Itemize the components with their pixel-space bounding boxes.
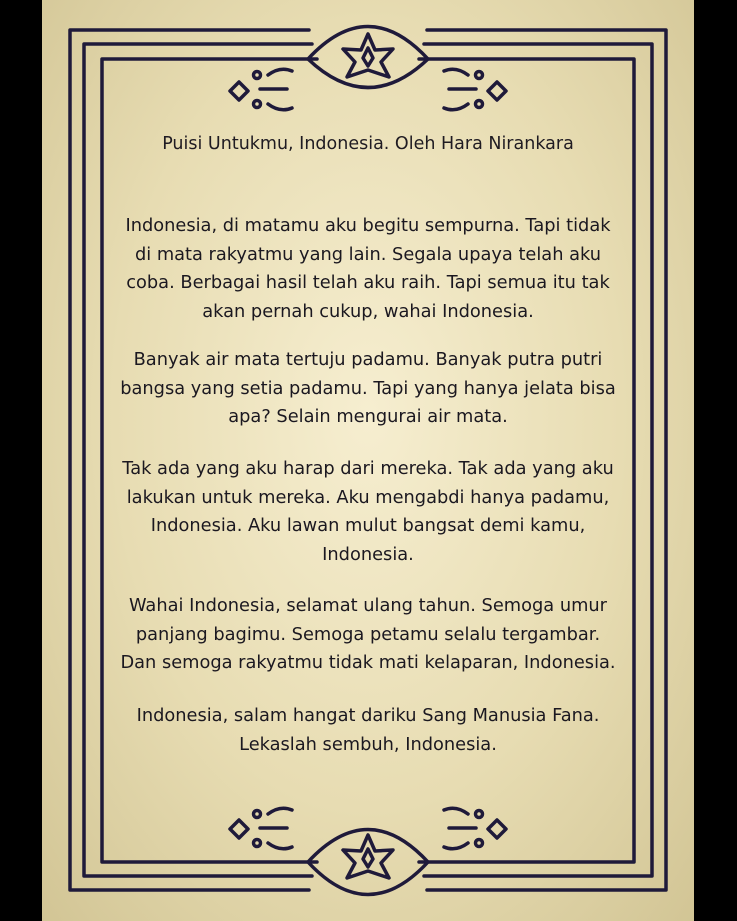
- poem-line: di mata rakyatmu yang lain. Segala upaya telah aku: [134, 243, 602, 265]
- stanza-4: [82, 592, 654, 678]
- stanza-5: [82, 702, 654, 759]
- bottom-right-swirl-icon: [444, 808, 506, 849]
- stanza-3: [82, 455, 654, 569]
- poem-line: akan pernah cukup, wahai Indonesia.: [202, 300, 534, 322]
- bottom-star-medallion-icon: [308, 830, 428, 895]
- top-left-swirl-icon: [230, 69, 292, 110]
- top-right-swirl-icon: [444, 69, 506, 110]
- poem-line: lakukan untuk mereka. Aku mengabdi hanya padamu,: [126, 486, 610, 508]
- poem-line: coba. Berbagai hasil telah aku raih. Tapi semua itu tak: [126, 272, 610, 293]
- poem-line: Indonesia.: [322, 543, 414, 565]
- poem-line: Indonesia, di matamu aku begitu sempurna. Tapi tidak: [125, 215, 611, 236]
- poem-line: Banyak air mata tertuju padamu. Banyak putra putri: [133, 349, 603, 370]
- poem-line: Dan semoga rakyatmu tidak mati kelaparan, Indonesia.: [120, 652, 616, 673]
- poem-line: Lekaslah sembuh, Indonesia.: [239, 733, 497, 755]
- poem-line: apa? Selain mengurai air mata.: [228, 406, 508, 427]
- poem-title: Puisi Untukmu, Indonesia. Oleh Hara Nirankara: [162, 134, 574, 154]
- poem-line: panjang bagimu. Semoga petamu selalu tergambar.: [135, 623, 601, 645]
- poem-line: Tak ada yang aku harap dari mereka. Tak ada yang aku: [122, 458, 614, 479]
- poem-line: Wahai Indonesia, selamat ulang tahun. Semoga umur: [128, 595, 607, 616]
- bottom-left-swirl-icon: [230, 808, 292, 849]
- poem-line: Indonesia. Aku lawan mulut bangsat demi kamu,: [150, 515, 586, 536]
- poem-line: bangsa yang setia padamu. Tapi yang hanya jelata bisa: [120, 377, 616, 399]
- poem-line: Indonesia, salam hangat dariku Sang Manusia Fana.: [136, 705, 600, 726]
- stanza-2: [82, 346, 654, 432]
- stanza-1: [82, 212, 654, 326]
- poem-card: [42, 0, 694, 921]
- top-star-medallion-icon: [308, 27, 428, 88]
